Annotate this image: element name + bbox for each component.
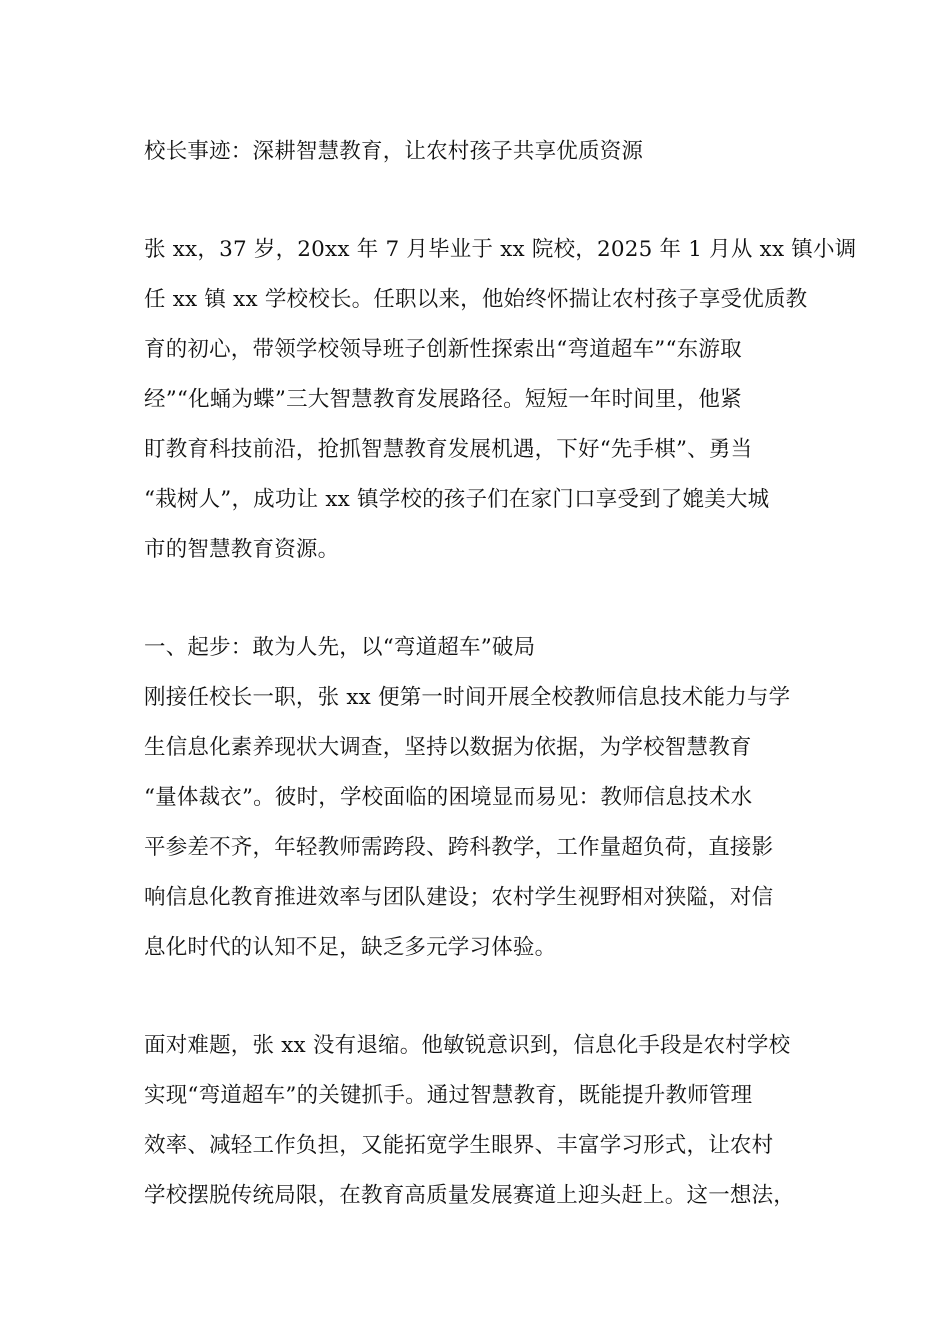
paragraph-line: 盯教育科技前沿，抢抓智慧教育发展机遇，下好“先手棋”、勇当 (144, 437, 753, 462)
paragraph-line: “栽树人”，成功让 xx 镇学校的孩子们在家门口享受到了媲美大城 (144, 487, 770, 512)
paragraph-line: 学校摆脱传统局限，在教育高质量发展赛道上迎头赶上。这一想法， (144, 1183, 796, 1208)
paragraph-line: 市的智慧教育资源。 (144, 537, 340, 562)
paragraph-line: 实现“弯道超车”的关键抓手。通过智慧教育，既能提升教师管理 (144, 1083, 753, 1108)
paragraph-line: 张 xx，37 岁，20xx 年 7 月毕业于 xx 院校，2025 年 1 月从 xx 镇小调 (144, 237, 857, 262)
paragraph-line: 平参差不齐，年轻教师需跨段、跨科教学，工作量超负荷，直接影 (144, 835, 774, 860)
paragraph-line: 育的初心，带领学校领导班子创新性探索出“弯道超车”“东游取 (144, 337, 742, 362)
paragraph-line: 任 xx 镇 xx 学校校长。任职以来，他始终怀揣让农村孩子享受优质教 (144, 287, 808, 312)
paragraph-line: 响信息化教育推进效率与团队建设；农村学生视野相对狭隘，对信 (144, 885, 774, 910)
paragraph-line: 面对难题，张 xx 没有退缩。他敏锐意识到，信息化手段是农村学校 (144, 1033, 791, 1058)
paragraph-line: 生信息化素养现状大调查，坚持以数据为依据，为学校智慧教育 (144, 735, 752, 760)
paragraph-line: “量体裁衣”。彼时，学校面临的困境显而易见：教师信息技术水 (144, 785, 753, 810)
section-heading: 一、起步：敢为人先，以“弯道超车”破局 (144, 635, 536, 660)
paragraph-line: 经”“化蛹为蝶”三大智慧教育发展路径。短短一年时间里，他紧 (144, 387, 742, 412)
paragraph-line: 刚接任校长一职，张 xx 便第一时间开展全校教师信息技术能力与学 (144, 685, 791, 710)
paragraph-line: 息化时代的认知不足，缺乏多元学习体验。 (144, 935, 557, 960)
document-title: 校长事迹：深耕智慧教育，让农村孩子共享优质资源 (144, 139, 644, 164)
paragraph-line: 效率、减轻工作负担，又能拓宽学生眼界、丰富学习形式，让农村 (144, 1133, 774, 1158)
